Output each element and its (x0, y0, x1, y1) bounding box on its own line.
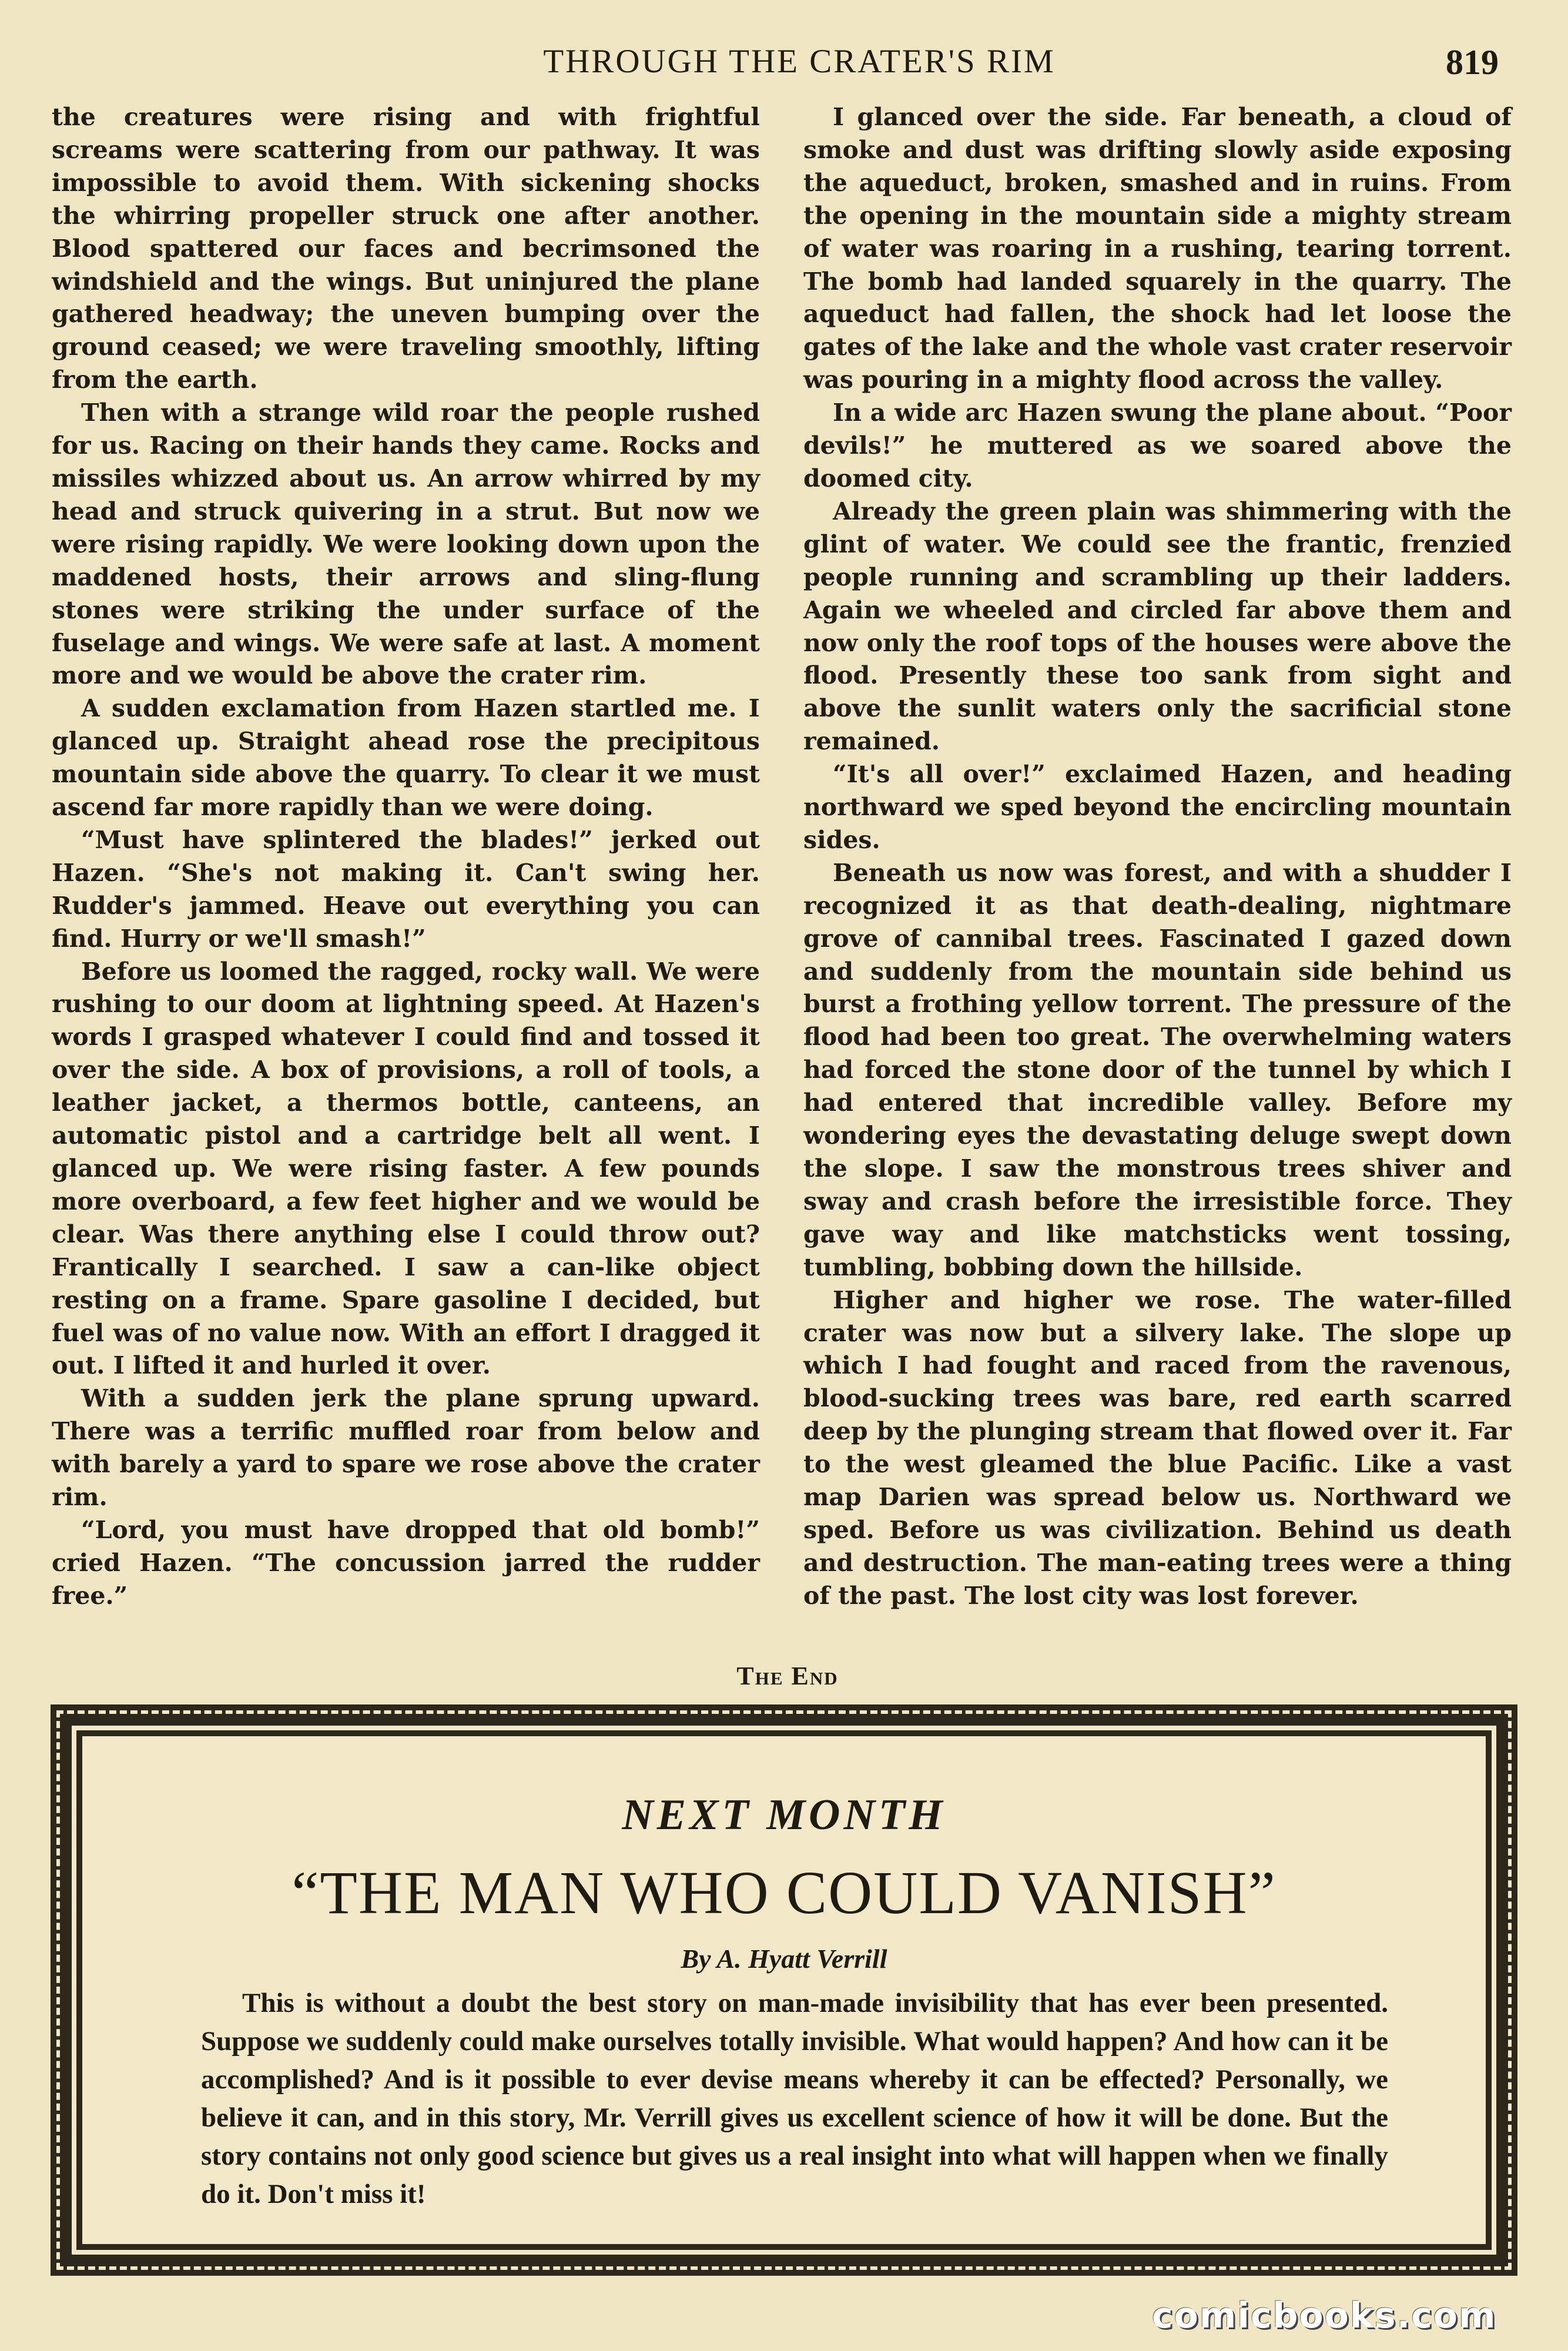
paragraph: the creatures were rising and with frightful screams were scattering from our pathway. It was impossible to avoid them. With sickening shocks the whirring propeller struck one after another. Blood spattered our faces and becrimsoned the windshield and the wings. But uninjured the plane gathered headway; the uneven bumping over the ground ceased; we were traveling smoothly, lifting from the earth. (52, 103, 760, 394)
paragraph: Higher and higher we rose. The water-filled crater was now but a silvery lake. The slope up which I had fought and raced from the ravenous, blood-sucking trees was bare, red earth scarred deep by the plunging stream that flowed over it. Far to the west gleamed the blue Pacific. Like a vast map Darien was spread below us. Northward we sped. Before us was civilization. Behind us death and destruction. The man-eating trees were a thing of the past. The lost city was lost forever. (803, 1285, 1512, 1610)
watermark: comicbooks.com (1152, 2295, 1497, 2336)
page-number: 819 (1446, 43, 1499, 82)
paragraph: Then with a strange wild roar the people rushed for us. Racing on their hands they came. Rocks and missiles whizzed about us. An arrow whirred by my head and struck quivering in a strut. But now we were rising rapidly. We were looking down upon the maddened hosts, their arrows and sling-flung stones were striking the under surface of the fuselage and wings. We were safe at last. A moment more and we would be above the crater rim. (52, 398, 760, 690)
next-month-advert (51, 1704, 1517, 2276)
right-column (803, 101, 1512, 1644)
paragraph: Beneath us now was forest, and with a shudder I recognized it as that death-dealing, nightmare grove of cannibal trees. Fascinated I gazed down and suddenly from the mountain side behind us burst a frothing yellow torrent. The pressure of the flood had been too great. The overwhelming waters had forced the stone door of the tunnel by which I had entered that incredible valley. Before my wondering eyes the devastating deluge swept down the slope. I saw the monstrous trees shiver and sway and crash before the irresistible force. They gave way and like matchsticks went tossing, tumbling, bobbing down the hillside. (803, 858, 1512, 1281)
paragraph: Already the green plain was shimmering with the glint of water. We could see the frantic, frenzied people running and scrambling up their ladders. Again we wheeled and circled far above them and now only the roof tops of the houses were above the flood. Presently these too sank from sight and above the sunlit waters only the sacrificial stone remained. (803, 497, 1512, 756)
paragraph: “Must have splintered the blades!” jerked out Hazen. “She's not making it. Can't swing her. Rudder's jammed. Heave out everything you can find. Hurry or we'll smash!” (52, 825, 760, 953)
advert-byline: By A. Hyatt Verrill (681, 1944, 887, 1974)
advert-body-text: This is without a doubt the best story on man-made invisibility that has ever been presented. Suppose we suddenly could make ourselves totally invisible. What would happen? And how can it be accomplished? And is it possible to ever devise means whereby it can be effected? Personally, we believe it can, and in this story, Mr. Verrill gives us excellent science of how it will be done. But the story contains not only good science but gives us a real insight into what will happen when we finally do it. Don't miss it! (201, 1988, 1388, 2209)
paragraph: Before us loomed the ragged, rocky wall. We were rushing to our doom at lightning speed. At Hazen's words I grasped whatever I could find and tossed it over the side. A box of provisions, a roll of tools, a leather jacket, a thermos bottle, canteens, an automatic pistol and a cartridge belt all went. I glanced up. We were rising faster. A few pounds more overboard, a few feet higher and we would be clear. Was there anything else I could throw out? Frantically I searched. I saw a can-like object resting on a frame. Spare gasoline I decided, but fuel was of no value now. With an effort I dragged it out. I lifted it and hurled it over. (52, 957, 760, 1380)
advert-body (201, 1984, 1388, 2213)
paragraph: With a sudden jerk the plane sprung upward. There was a terrific muffled roar from below and with barely a yard to spare we rose above the crater rim. (52, 1384, 760, 1512)
paragraph: “Lord, you must have dropped that old bomb!” cried Hazen. “The concussion jarred the rudder free.” (52, 1515, 760, 1610)
left-column (52, 101, 760, 1644)
paragraph: A sudden exclamation from Hazen startled me. I glanced up. Straight ahead rose the precipitous mountain side above the quarry. To clear it we must ascend far more rapidly than we were doing. (52, 694, 760, 822)
paragraph: “It's all over!” exclaimed Hazen, and heading northward we sped beyond the encircling mountain sides. (803, 760, 1512, 854)
advert-story-title: “THE MAN WHO COULD VANISH” (292, 1859, 1276, 1927)
the-end-label: The End (736, 1662, 839, 1690)
advert-kicker: NEXT MONTH (622, 1791, 946, 1839)
running-head: THROUGH THE CRATER'S RIM (543, 43, 1056, 80)
paragraph: I glanced over the side. Far beneath, a cloud of smoke and dust was drifting slowly aside exposing the aqueduct, broken, smashed and in ruins. From the opening in the mountain side a mighty stream of water was roaring in a rushing, tearing torrent. The bomb had landed squarely in the quarry. The aqueduct had fallen, the shock had let loose the gates of the lake and the whole vast crater reservoir was pouring in a mighty flood across the valley. (803, 103, 1512, 394)
paragraph: In a wide arc Hazen swung the plane about. “Poor devils!” he muttered as we soared above the doomed city. (803, 398, 1512, 493)
